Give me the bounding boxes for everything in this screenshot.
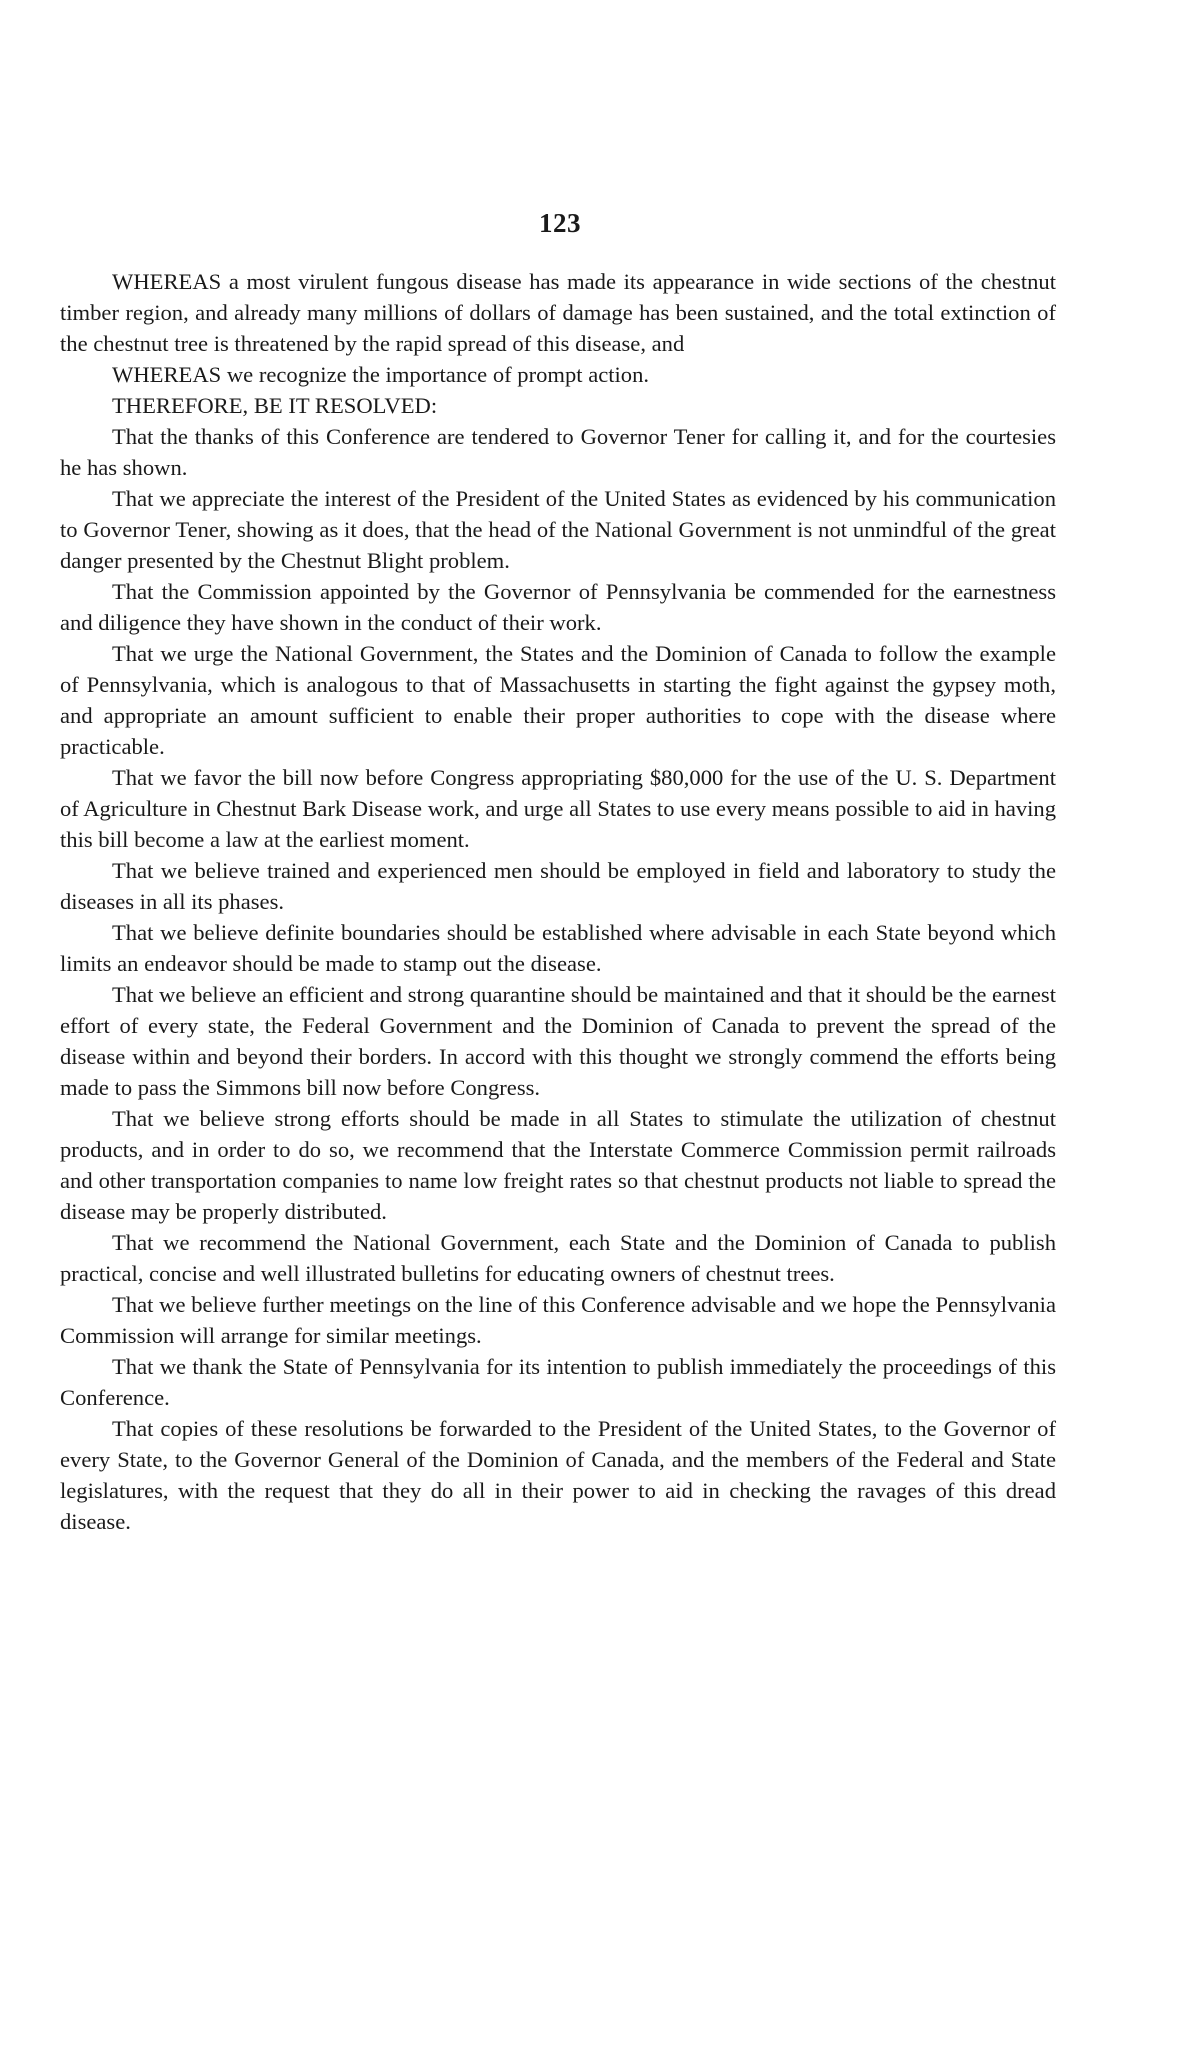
- paragraph-resolved-heading: THEREFORE, BE IT RESOLVED:: [112, 393, 438, 418]
- paragraph-further-meetings: That we believe further meetings on the line of this Conference advisable and we hope the Pennsylvania Commission will arrange for similar meetings.: [60, 1292, 1056, 1348]
- paragraph-thank-state: That we thank the State of Pennsylvania for its intention to publish immediately the proceedings of this Conference.: [60, 1354, 1056, 1410]
- paragraph-thanks-governor: That the thanks of this Conference are tendered to Governor Tener for calling it, and for the courtesies he has shown.: [60, 424, 1056, 480]
- paragraph-boundaries: That we believe definite boundaries should be established where advisable in each State beyond which limits an endeavor should be made to stamp out the disease.: [60, 920, 1056, 976]
- paragraph-whereas-disease: WHEREAS a most virulent fungous disease has made its appearance in wide sections of the chestnut timber region, and already many millions of dollars of damage has been sustained, and the total extinction of the chestnut tree is threatened by the rapid spread of this disease, and: [60, 269, 1056, 356]
- paragraph-trained-men: That we believe trained and experienced men should be employed in field and laboratory to study the diseases in all its phases.: [60, 858, 1056, 914]
- paragraph-quarantine: That we believe an efficient and strong quarantine should be maintained and that it should be the earnest effort of every state, the Federal Government and the Dominion of Canada to prevent the spread of the disease within and beyond their borders. In accord with this thought we strongly commend the efforts being made to pass the Simmons bill now before Congress.: [60, 982, 1056, 1100]
- paragraph-favor-bill: That we favor the bill now before Congress appropriating $80,000 for the use of the U. S. Department of Agriculture in Chestnut Bark Disease work, and urge all States to use every means possible to aid in having this bill become a law at the earliest moment.: [60, 765, 1057, 852]
- paragraph-whereas-action: WHEREAS we recognize the importance of prompt action.: [112, 362, 650, 387]
- paragraph-bulletins: That we recommend the National Government, each State and the Dominion of Canada to publish practical, concise and well illustrated bulletins for educating owners of chestnut trees.: [60, 1230, 1056, 1286]
- paragraph-urge-government: That we urge the National Government, the States and the Dominion of Canada to follow the example of Pennsylvania, which is analogous to that of Massachusetts in starting the fight against the gypsey moth, and appropriate an amount sufficient to enable their proper authorities to cope with the disease where practicable.: [60, 641, 1056, 759]
- paragraph-copies-forwarded: That copies of these resolutions be forwarded to the President of the United States, to the Governor of every State, to the Governor General of the Dominion of Canada, and the members of the Federal and State legislatures, with the request that they do all in their power to aid in checking the ravages of this dread disease.: [60, 1416, 1056, 1534]
- document-page: [60, 0, 1056, 2069]
- paragraph-president-interest: That we appreciate the interest of the President of the United States as evidenced by his communication to Governor Tener, showing as it does, that the head of the National Government is not unmindful of the great danger presented by the Chestnut Blight problem.: [60, 486, 1056, 573]
- resolution-text: [60, 266, 1056, 1537]
- page-number: 123: [539, 208, 581, 238]
- paragraph-commission-commended: That the Commission appointed by the Governor of Pennsylvania be commended for the earnestness and diligence they have shown in the conduct of their work.: [60, 579, 1056, 635]
- paragraph-utilization: That we believe strong efforts should be made in all States to stimulate the utilization of chestnut products, and in order to do so, we recommend that the Interstate Commerce Commission permit railroads and other transportation companies to name low freight rates so that chestnut products not liable to spread the disease may be properly distributed.: [60, 1106, 1056, 1224]
